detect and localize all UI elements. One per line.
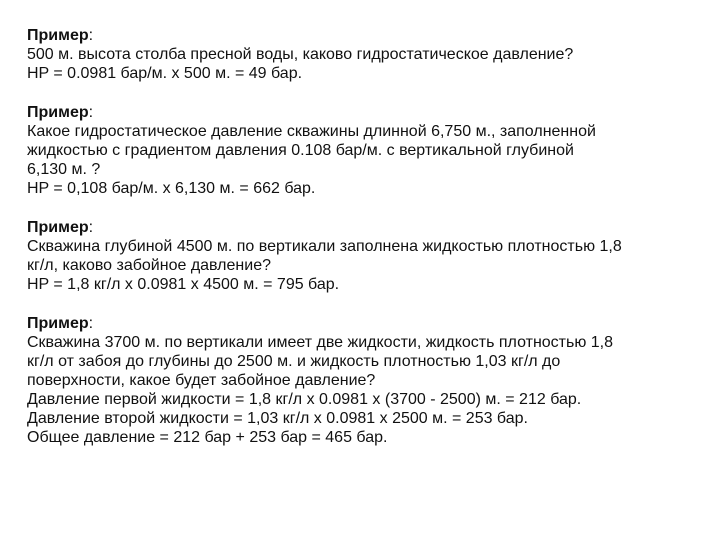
example-heading [27,218,707,237]
example-3 [27,218,707,294]
example-formula-line: Давление второй жидкости = 1,03 кг/л х 0.0981 х 2500 м. = 253 бар. [27,410,528,427]
example-formula-line: Давление первой жидкости = 1,8 кг/л х 0.0981 х (3700 - 2500) м. = 212 бар. [27,391,582,408]
example-heading-word: Пример [27,315,89,332]
example-formula-line: HP = 0,108 бар/м. х 6,130 м. = 662 бар. [27,180,316,197]
example-heading-word: Пример [27,104,89,121]
example-heading [27,314,707,333]
example-text-line: кг/л, каково забойное давление? [27,257,271,274]
example-heading-word: Пример [27,219,89,236]
example-text-line: Скважина 3700 м. по вертикали имеет две жидкости, жидкость плотностью 1,8 [27,334,614,351]
example-text-line: поверхности, какое будет забойное давление? [27,372,376,389]
example-text-line: Скважина глубиной 4500 м. по вертикали заполнена жидкостью плотностью 1,8 [27,238,622,255]
example-heading-colon: : [88,104,94,121]
example-heading-word: Пример [27,27,89,44]
example-2 [27,103,707,198]
document-body [27,26,707,467]
example-text-line: жидкостью с градиентом давления 0.108 бар/м. с вертикальной глубиной [27,142,574,159]
example-text-line: 500 м. высота столба пресной воды, каково гидростатическое давление? [27,46,574,63]
example-heading-colon: : [88,27,94,44]
example-heading-colon: : [88,219,94,236]
example-heading-colon: : [88,315,94,332]
example-4 [27,314,707,447]
example-formula-line: HP = 0.0981 бар/м. х 500 м. = 49 бар. [27,65,303,82]
example-text-line: 6,130 м. ? [27,161,101,178]
example-heading [27,26,707,45]
example-1 [27,26,707,83]
example-formula-line: Общее давление = 212 бар + 253 бар = 465 бар. [27,429,388,446]
example-formula-line: HP = 1,8 кг/л х 0.0981 х 4500 м. = 795 бар. [27,276,340,293]
example-heading [27,103,707,122]
example-text-line: Какое гидростатическое давление скважины длинной 6,750 м., заполненной [27,123,596,140]
example-text-line: кг/л от забоя до глубины до 2500 м. и жидкость плотностью 1,03 кг/л до [27,353,561,370]
